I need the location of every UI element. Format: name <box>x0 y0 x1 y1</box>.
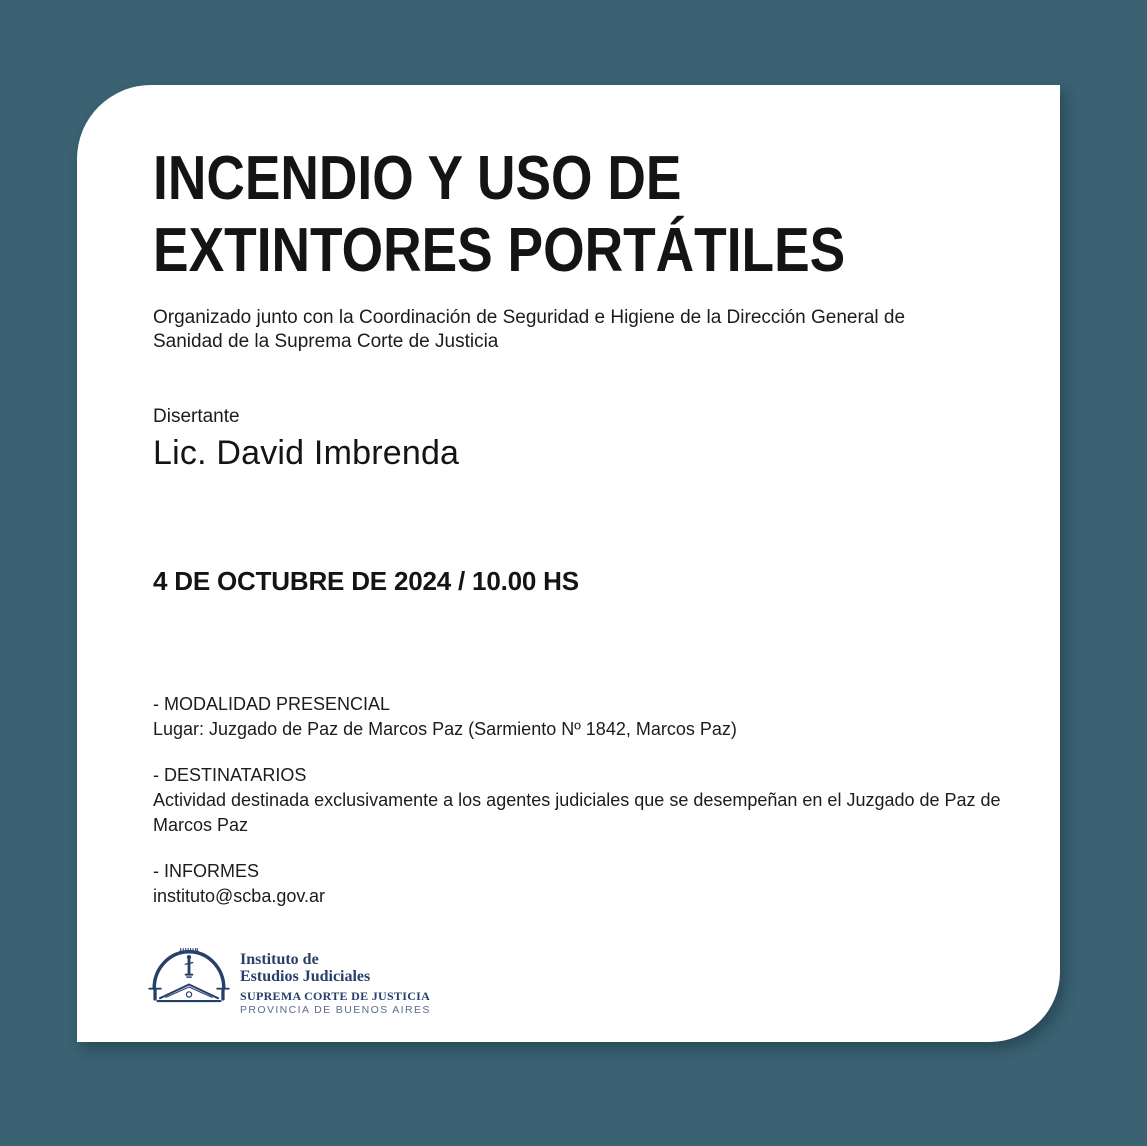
speaker-block <box>153 405 459 474</box>
event-title <box>153 143 845 287</box>
section-destinatarios <box>153 763 1003 838</box>
section-heading: - DESTINATARIOS <box>153 765 307 785</box>
logo-org-name-line1: Instituto de <box>240 951 319 968</box>
institution-logo <box>147 946 431 1016</box>
section-body: Actividad destinada exclusivamente a los agentes judiciales que se desempeñan en el Juzgado de Paz de Marcos Paz <box>153 790 1001 835</box>
section-heading: - INFORMES <box>153 861 259 881</box>
courthouse-dome-icon <box>147 946 231 1004</box>
event-title-line2: EXTINTORES PORTÁTILES <box>153 216 846 285</box>
flyer-card <box>77 85 1060 1042</box>
section-body: instituto@scba.gov.ar <box>153 886 326 906</box>
organizer-note: Organizado junto con la Coordinación de Seguridad e Higiene de la Dirección General de Sanidad de la Suprema Corte de Justicia <box>153 307 906 352</box>
event-title-line1: INCENDIO Y USO DE <box>153 144 682 213</box>
section-body: Lugar: Juzgado de Paz de Marcos Paz (Sarmiento Nº 1842, Marcos Paz) <box>153 719 737 739</box>
logo-org-name-line2: Estudios Judiciales <box>240 968 371 985</box>
section-modalidad <box>153 692 1003 742</box>
section-heading: - MODALIDAD PRESENCIAL <box>153 694 391 714</box>
institution-logo-text <box>240 946 431 1016</box>
logo-province-name: PROVINCIA DE BUENOS AIRES <box>240 1004 431 1016</box>
speaker-label: Disertante <box>153 406 240 427</box>
speaker-name: Lic. David Imbrenda <box>153 434 460 472</box>
logo-court-name: SUPREMA CORTE DE JUSTICIA <box>240 989 431 1003</box>
section-informes <box>153 859 1003 909</box>
event-datetime: 4 DE OCTUBRE DE 2024 / 10.00 HS <box>153 566 579 596</box>
event-details <box>153 692 1003 930</box>
